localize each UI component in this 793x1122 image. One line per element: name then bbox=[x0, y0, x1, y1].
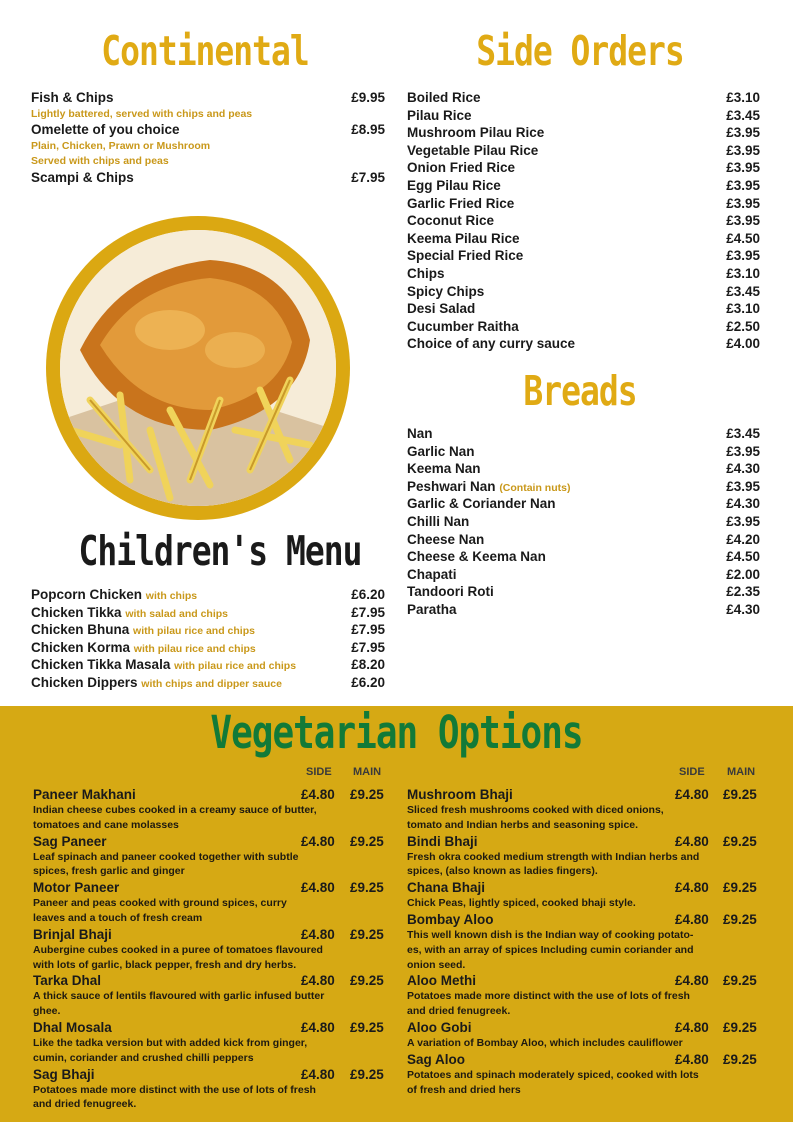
item-price: £4.20 bbox=[726, 531, 760, 547]
item-name: Cheese Nan bbox=[407, 531, 485, 547]
main-price: £9.25 bbox=[350, 880, 384, 896]
vegetarian-left-column bbox=[33, 786, 387, 1112]
item-note: with pilau rice and chips bbox=[174, 660, 297, 673]
veg-item bbox=[407, 972, 761, 1019]
item-name: Peshwari Nan bbox=[407, 478, 496, 494]
side-price: £4.80 bbox=[675, 787, 709, 802]
menu-item bbox=[31, 604, 385, 622]
item-name: Special Fried Rice bbox=[407, 248, 524, 264]
item-price: £9.95 bbox=[351, 90, 385, 105]
veg-item bbox=[33, 786, 387, 833]
item-name: Paratha bbox=[407, 601, 457, 617]
item-price: £3.10 bbox=[726, 265, 760, 281]
item-name: Sag Bhaji bbox=[33, 1066, 95, 1082]
item-name: Chilli Nan bbox=[407, 513, 470, 529]
veg-item bbox=[407, 1019, 761, 1051]
menu-item bbox=[407, 425, 760, 443]
menu-item bbox=[407, 159, 760, 177]
item-note: with pilau rice and chips bbox=[133, 642, 256, 655]
item-description: and dried fenugreek. bbox=[33, 1098, 137, 1111]
item-description: Leaf spinach and paneer cooked together with subtle bbox=[33, 850, 299, 863]
item-name: Choice of any curry sauce bbox=[407, 336, 576, 352]
side-orders-list bbox=[407, 89, 760, 353]
menu-item bbox=[407, 566, 760, 584]
menu-item bbox=[31, 169, 385, 187]
item-description: Potatoes made more distinct with the use of lots of fresh bbox=[407, 990, 690, 1003]
item-description: spices, fresh garlic and ginger bbox=[33, 865, 185, 878]
veg-item bbox=[33, 926, 387, 973]
side-price: £4.80 bbox=[301, 833, 335, 849]
item-description: spices, (also known as ladies fingers). bbox=[407, 865, 598, 878]
side-price: £4.80 bbox=[675, 973, 709, 989]
item-name: Chicken Korma bbox=[31, 639, 131, 655]
item-name: Egg Pilau Rice bbox=[407, 177, 501, 193]
item-name: Onion Fried Rice bbox=[407, 160, 516, 176]
main-price: £9.25 bbox=[723, 1019, 757, 1035]
item-price: £3.45 bbox=[726, 283, 760, 299]
item-name: Fish & Chips bbox=[31, 90, 114, 105]
menu-item bbox=[407, 335, 760, 353]
item-name: Garlic & Coriander Nan bbox=[407, 496, 556, 512]
item-name: Aloo Methi bbox=[407, 973, 476, 989]
main-price: £9.25 bbox=[350, 833, 384, 849]
item-name: Mushroom Bhaji bbox=[407, 787, 513, 802]
veg-item bbox=[33, 1019, 387, 1066]
side-column-header: SIDE bbox=[679, 766, 705, 778]
menu-item bbox=[31, 621, 385, 639]
item-description: with lots of garlic, black pepper, fresh and dry herbs. bbox=[33, 958, 297, 971]
item-price: £4.50 bbox=[726, 230, 760, 246]
item-name: Paneer Makhani bbox=[33, 787, 136, 802]
item-description: ghee. bbox=[33, 1005, 61, 1018]
item-name: Chicken Tikka Masala bbox=[31, 657, 171, 673]
item-name: Tandoori Roti bbox=[407, 584, 494, 600]
menu-item bbox=[31, 674, 385, 692]
item-name: Nan bbox=[407, 426, 433, 441]
item-name: Coconut Rice bbox=[407, 213, 495, 229]
item-description: Paneer and peas cooked with ground spices, curry bbox=[33, 897, 287, 910]
item-price: £4.30 bbox=[726, 496, 760, 512]
item-name: Pilau Rice bbox=[407, 107, 472, 123]
item-note: with salad and chips bbox=[125, 607, 229, 620]
item-name: Bombay Aloo bbox=[407, 911, 494, 927]
item-description: Potatoes made more distinct with the use of lots of fresh bbox=[33, 1083, 316, 1096]
item-description: Indian cheese cubes cooked in a creamy sauce of butter, bbox=[33, 804, 317, 816]
item-name: Garlic Nan bbox=[407, 443, 475, 459]
item-price: £4.30 bbox=[726, 461, 760, 477]
side-price: £4.80 bbox=[301, 880, 335, 896]
veg-item bbox=[407, 879, 761, 911]
item-note: Served with chips and peas bbox=[31, 154, 169, 167]
item-name: Desi Salad bbox=[407, 301, 476, 317]
menu-item bbox=[407, 601, 760, 619]
item-price: £6.20 bbox=[351, 587, 385, 602]
veg-item bbox=[407, 1051, 761, 1098]
main-price: £9.25 bbox=[723, 973, 757, 989]
item-name: Aloo Gobi bbox=[407, 1019, 472, 1035]
item-price: £3.95 bbox=[726, 443, 760, 459]
item-name: Sag Paneer bbox=[33, 833, 107, 849]
item-price: £3.95 bbox=[726, 248, 760, 264]
vegetarian-heading: Vegetarian Options bbox=[210, 708, 583, 760]
item-description: A thick sauce of lentils flavoured with garlic infused butter bbox=[33, 990, 325, 1003]
item-name: Boiled Rice bbox=[407, 90, 481, 105]
menu-item bbox=[407, 443, 760, 461]
item-description: Potatoes and spinach moderately spiced, cooked with lots bbox=[407, 1068, 699, 1081]
item-description: A variation of Bombay Aloo, which includes cauliflower bbox=[407, 1036, 683, 1049]
item-description: leaves and a touch of fresh cream bbox=[33, 911, 203, 924]
item-name: Popcorn Chicken bbox=[31, 587, 143, 602]
menu-item bbox=[407, 142, 760, 160]
side-price: £4.80 bbox=[675, 833, 709, 849]
item-name: Chicken Bhuna bbox=[31, 622, 130, 638]
menu-item bbox=[407, 548, 760, 566]
main-price: £9.25 bbox=[723, 880, 757, 896]
item-description: This well known dish is the Indian way of cooking potato- bbox=[407, 928, 694, 941]
item-price: £3.10 bbox=[726, 301, 760, 317]
item-description: es, with an array of spices Including cumin coriander and bbox=[407, 943, 694, 956]
item-description: Aubergine cubes cooked in a puree of tomatoes flavoured bbox=[33, 943, 323, 956]
menu-item bbox=[407, 89, 760, 107]
main-column-header: MAIN bbox=[727, 766, 756, 778]
side-column-header: SIDE bbox=[306, 766, 332, 778]
menu-item bbox=[407, 300, 760, 318]
item-name: Motor Paneer bbox=[33, 880, 120, 896]
menu-item bbox=[31, 121, 385, 168]
item-name: Brinjal Bhaji bbox=[33, 926, 112, 942]
main-price: £9.25 bbox=[723, 911, 757, 927]
item-price: £2.50 bbox=[726, 318, 760, 334]
main-price: £9.25 bbox=[723, 1051, 757, 1067]
menu-item bbox=[407, 318, 760, 336]
item-price: £4.30 bbox=[726, 601, 760, 617]
item-name: Keema Pilau Rice bbox=[407, 230, 520, 246]
menu-item bbox=[407, 107, 760, 125]
veg-item bbox=[407, 911, 761, 972]
item-price: £3.95 bbox=[726, 125, 760, 141]
side-price: £4.80 bbox=[675, 911, 709, 927]
menu-item bbox=[407, 212, 760, 230]
item-note: with pilau rice and chips bbox=[133, 625, 255, 638]
item-description: cumin, coriander and crushed chilli peppers bbox=[33, 1051, 254, 1064]
item-note: with chips bbox=[145, 590, 198, 602]
item-name: Cucumber Raitha bbox=[407, 318, 519, 334]
fish-and-chips-photo bbox=[46, 216, 350, 520]
main-price: £9.25 bbox=[723, 787, 757, 802]
item-price: £3.45 bbox=[726, 426, 760, 441]
vegetarian-right-column bbox=[407, 786, 761, 1097]
item-price: £7.95 bbox=[351, 604, 385, 620]
item-note: with chips and dipper sauce bbox=[141, 677, 282, 690]
item-price: £2.00 bbox=[726, 566, 760, 582]
veg-item bbox=[33, 833, 387, 880]
fish-and-chips-illustration bbox=[60, 230, 336, 506]
menu-item bbox=[407, 495, 760, 513]
side-price: £4.80 bbox=[675, 1051, 709, 1067]
item-name: Chicken Dippers bbox=[31, 674, 138, 690]
item-price: £4.00 bbox=[726, 336, 760, 352]
main-price: £9.25 bbox=[350, 973, 384, 989]
item-name: Dhal Mosala bbox=[33, 1019, 112, 1035]
side-price: £4.80 bbox=[301, 1019, 335, 1035]
continental-list bbox=[31, 89, 385, 186]
menu-item bbox=[407, 531, 760, 549]
item-note: Plain, Chicken, Prawn or Mushroom bbox=[31, 139, 211, 152]
item-description: of fresh and dried hers bbox=[407, 1083, 521, 1096]
menu-item bbox=[407, 247, 760, 265]
item-price: £3.95 bbox=[726, 195, 760, 211]
item-price: £7.95 bbox=[351, 622, 385, 638]
item-price: £3.95 bbox=[726, 142, 760, 158]
item-price: £3.95 bbox=[726, 513, 760, 529]
item-note: Lightly battered, served with chips and peas bbox=[31, 107, 253, 120]
childrens-menu-list bbox=[31, 586, 385, 692]
menu-item bbox=[31, 656, 385, 674]
menu-item bbox=[407, 265, 760, 283]
main-price: £9.25 bbox=[350, 1019, 384, 1035]
menu-item bbox=[407, 513, 760, 531]
veg-item bbox=[33, 1066, 387, 1113]
item-price: £3.95 bbox=[726, 160, 760, 176]
main-price: £9.25 bbox=[723, 833, 757, 849]
item-name: Chips bbox=[407, 265, 445, 281]
menu-item bbox=[407, 283, 760, 301]
menu-item bbox=[407, 195, 760, 213]
side-price: £4.80 bbox=[301, 926, 335, 942]
menu-item bbox=[31, 586, 385, 604]
item-price: £3.95 bbox=[726, 177, 760, 193]
menu-item bbox=[407, 460, 760, 478]
item-price: £6.20 bbox=[351, 674, 385, 690]
breads-list bbox=[407, 425, 760, 619]
item-price: £3.45 bbox=[726, 107, 760, 123]
side-price: £4.80 bbox=[675, 1019, 709, 1035]
item-description: Fresh okra cooked medium strength with Indian herbs and bbox=[407, 850, 700, 863]
item-name: Chapati bbox=[407, 566, 457, 582]
item-price: £4.50 bbox=[726, 549, 760, 565]
childrens-menu-heading: Children's Menu bbox=[78, 526, 362, 575]
item-description: Chick Peas, lightly spiced, cooked bhaji style. bbox=[407, 897, 636, 910]
item-name: Sag Aloo bbox=[407, 1051, 466, 1067]
main-price: £9.25 bbox=[350, 787, 384, 802]
item-name: Cheese & Keema Nan bbox=[407, 549, 546, 565]
main-column-header: MAIN bbox=[353, 766, 382, 778]
veg-item bbox=[33, 879, 387, 926]
side-price: £4.80 bbox=[301, 787, 335, 802]
menu-item bbox=[407, 124, 760, 142]
side-price: £4.80 bbox=[301, 973, 335, 989]
item-name: Mushroom Pilau Rice bbox=[407, 125, 545, 141]
item-price: £2.35 bbox=[726, 584, 760, 600]
item-name: Vegetable Pilau Rice bbox=[407, 142, 539, 158]
menu-item bbox=[407, 230, 760, 248]
item-name: Tarka Dhal bbox=[33, 973, 102, 989]
veg-item bbox=[407, 786, 761, 833]
menu-item bbox=[407, 583, 760, 601]
item-name: Scampi & Chips bbox=[31, 169, 134, 185]
item-price: £3.10 bbox=[726, 90, 760, 105]
veg-item bbox=[33, 972, 387, 1019]
item-description: tomatoes and cane molasses bbox=[33, 818, 179, 831]
item-name: Chicken Tikka bbox=[31, 604, 122, 620]
side-price: £4.80 bbox=[301, 1066, 335, 1082]
main-price: £9.25 bbox=[350, 926, 384, 942]
menu-item bbox=[407, 478, 760, 496]
item-description: Like the tadka version but with added kick from ginger, bbox=[33, 1036, 308, 1049]
item-price: £7.95 bbox=[351, 639, 385, 655]
item-note: (Contain nuts) bbox=[499, 481, 571, 494]
item-price: £3.95 bbox=[726, 213, 760, 229]
item-name: Spicy Chips bbox=[407, 283, 485, 299]
item-price: £8.95 bbox=[351, 122, 385, 138]
item-description: tomato and Indian herbs and seasoning spice. bbox=[407, 818, 639, 831]
side-orders-heading: Side Orders bbox=[476, 26, 684, 75]
item-name: Keema Nan bbox=[407, 461, 481, 477]
item-name: Omelette of you choice bbox=[31, 122, 180, 138]
menu-item bbox=[31, 89, 385, 121]
item-price: £8.20 bbox=[351, 657, 385, 673]
continental-heading: Continental bbox=[101, 26, 309, 75]
menu-item bbox=[407, 177, 760, 195]
item-price: £3.95 bbox=[726, 478, 760, 494]
breads-heading: Breads bbox=[523, 366, 637, 415]
main-price: £9.25 bbox=[350, 1066, 384, 1082]
item-price: £7.95 bbox=[351, 169, 385, 185]
side-price: £4.80 bbox=[675, 880, 709, 896]
item-name: Garlic Fried Rice bbox=[407, 195, 515, 211]
veg-item bbox=[407, 833, 761, 880]
item-description: and dried fenugreek. bbox=[407, 1005, 511, 1018]
item-description: Sliced fresh mushrooms cooked with diced onions, bbox=[407, 804, 664, 816]
item-description: onion seed. bbox=[407, 958, 466, 971]
item-name: Chana Bhaji bbox=[407, 880, 486, 896]
menu-item bbox=[31, 639, 385, 657]
item-name: Bindi Bhaji bbox=[407, 833, 478, 849]
